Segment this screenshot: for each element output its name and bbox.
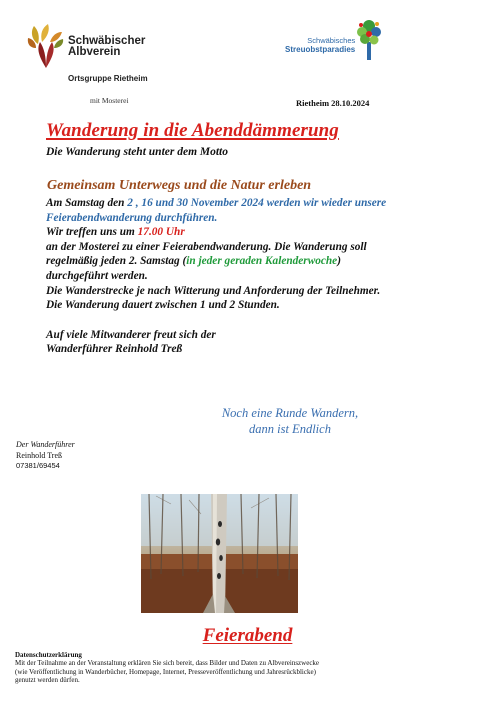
feierabend-heading: Feierabend	[202, 625, 293, 646]
body-paren-close: )	[337, 255, 341, 268]
body-line	[46, 254, 481, 269]
privacy-line: Mit der Teilnahme an der Veranstaltung erklären Sie sich bereit, dass Bilder und Daten zu Albvereinszwecke	[15, 659, 320, 668]
guide-phone: 07381/69454	[16, 461, 60, 470]
albverein-name-line1: Schwäbischer	[68, 35, 146, 47]
body-line: Die Wanderstrecke je nach Witterung und Anforderung der Teilnehmer.	[46, 284, 381, 297]
privacy-line: (wie Veröffentlichung in Wanderbücher, Homepage, Internet, Presseveröffentlichung und Jahresrückblicke)	[15, 667, 316, 676]
page-title: Wanderung in die Abenddämmerung	[46, 120, 339, 141]
body-frequency: regelmäßig jeden 2. Samstag (	[46, 255, 187, 268]
body-line: Auf viele Mitwanderer freut sich der	[46, 328, 216, 341]
privacy-notice	[15, 651, 485, 685]
body-line: an der Mosterei zu einer Feierabendwanderung. Die Wanderung soll	[46, 240, 367, 253]
quote-line1: Noch eine Runde Wandern,	[221, 406, 359, 420]
body-dates: 2 , 16 und 30 November 2024 werden wir wieder unsere	[127, 197, 387, 209]
body-calendar-week: in jeder geraden Kalenderwoche	[186, 255, 338, 268]
privacy-heading: Datenschutzerklärung	[15, 651, 82, 659]
albverein-logo-icon	[26, 22, 66, 72]
mosterei-label: mit Mosterei	[90, 96, 129, 105]
motto-intro: Die Wanderung steht unter dem Motto	[46, 146, 229, 158]
streuobst-line2: Streuobstparadies	[285, 45, 356, 54]
guide-label: Der Wanderführer	[16, 440, 75, 449]
document-date: Rietheim 28.10.2024	[296, 98, 370, 108]
quote-line2: dann ist Endlich	[249, 421, 331, 436]
body-line: Feierabendwanderung durchführen.	[46, 211, 218, 224]
motto-subtitle: Gemeinsam Unterwegs und die Natur erleben	[47, 178, 312, 193]
fruit-tree-logo-icon	[355, 16, 383, 62]
body-line	[46, 196, 481, 211]
privacy-line: genutzt werden dürfen.	[15, 676, 80, 685]
meet-time: 17.00 Uhr	[137, 226, 185, 239]
meet-prefix: Wir treffen uns um	[46, 226, 138, 239]
quote	[200, 406, 380, 437]
guide-contact	[16, 440, 75, 472]
body-date-prefix: Am Samstag den	[46, 197, 128, 209]
guide-name: Reinhold Treß	[16, 450, 63, 460]
body-line	[46, 225, 481, 240]
body-line: Wanderführer Reinhold Treß	[46, 343, 183, 356]
body-line: durchgeführt werden.	[46, 269, 148, 282]
ortsgruppe-label: Ortsgruppe Rietheim	[68, 74, 148, 83]
streuobst-line1: Schwäbisches	[307, 36, 356, 45]
streuobst-logo-text	[285, 36, 355, 54]
forest-photo	[141, 494, 298, 613]
albverein-name-line2: Albverein	[68, 46, 121, 58]
body-line: Die Wanderung dauert zwischen 1 und 2 Stunden.	[46, 299, 280, 312]
event-description	[46, 196, 481, 357]
albverein-name	[68, 36, 145, 58]
